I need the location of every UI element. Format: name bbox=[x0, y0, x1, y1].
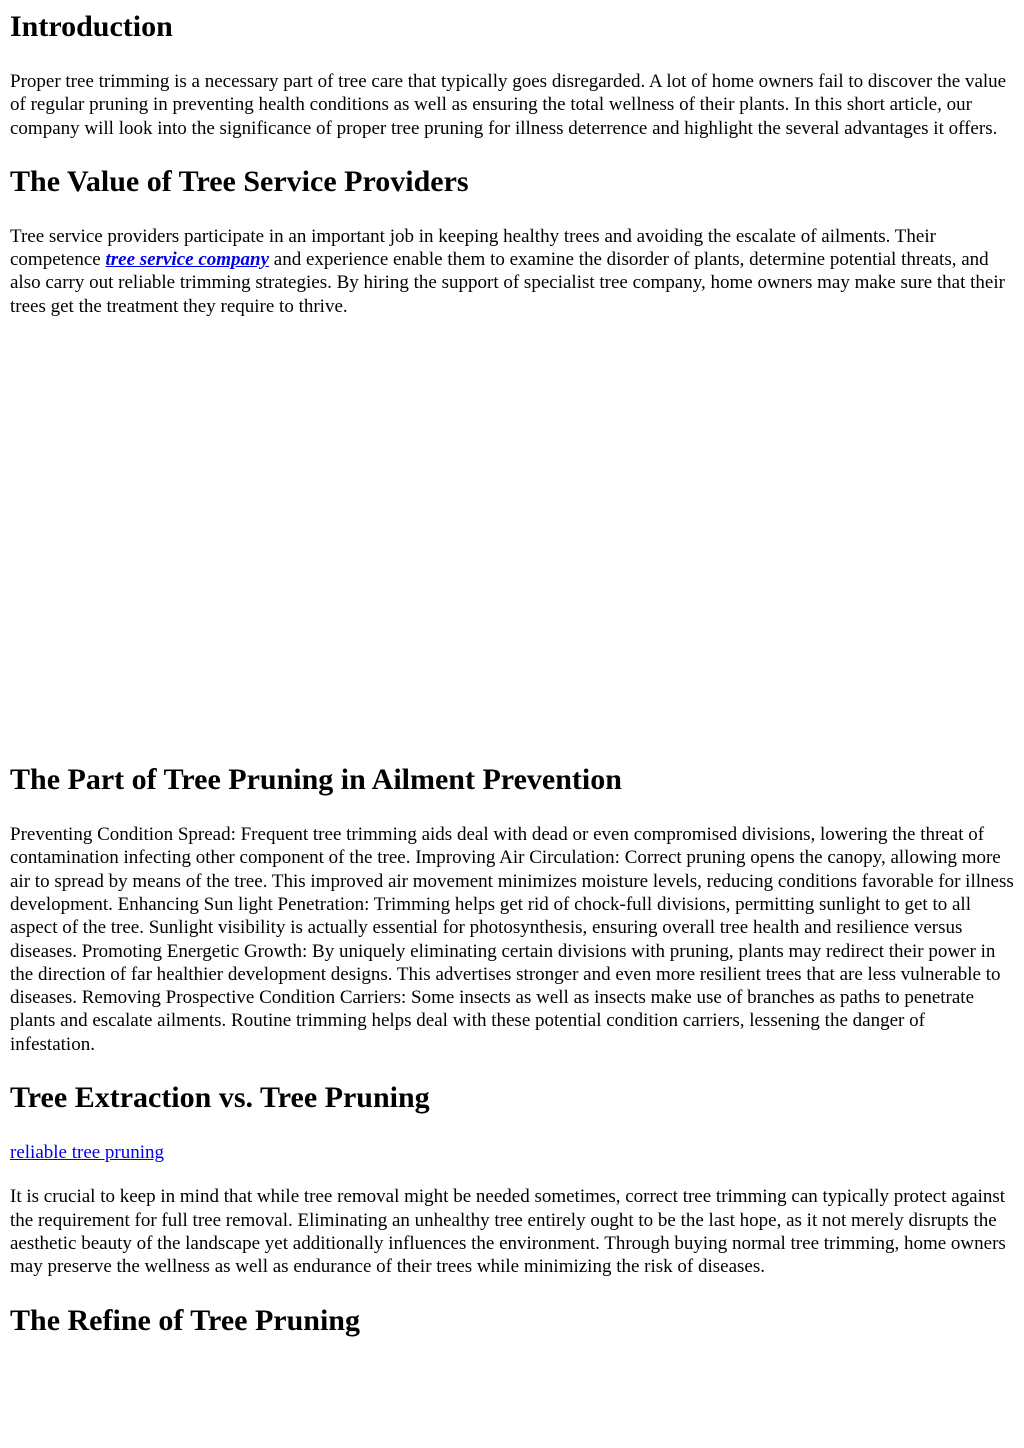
paragraph-text-before-link: Tree service providers participate in an important job in keeping healthy trees and avoiding the escalate of ailments. Their competence bbox=[10, 225, 936, 271]
tree-service-company-link[interactable]: tree service company bbox=[105, 249, 270, 271]
reliable-tree-pruning-link[interactable]: reliable tree pruning bbox=[10, 1142, 165, 1164]
heading-part-of-tree-pruning: The Part of Tree Pruning in Ailment Prevention bbox=[10, 763, 622, 797]
paragraph-tree-extraction: It is crucial to keep in mind that while tree removal might be needed sometimes, correct tree trimming can typically protect against the requirement for full tree removal. Eliminating an unhealthy tree entirely ought to be the last hope, as it not merely disrupts the aesthetic beauty of the landscape yet additionally influences the environment. Through buying normal tree trimming, home owners may preserve the wellness as well as endurance of their trees while minimizing the risk of diseases. bbox=[10, 1186, 1006, 1278]
paragraph-introduction: Proper tree trimming is a necessary part of tree care that typically goes disregarded. A lot of home owners fail to discover the value of regular pruning in preventing health conditions as well as ensuring the total wellness of their plants. In this short article, our company will look into the significance of proper tree pruning for illness deterrence and highlight the several advantages it offers. bbox=[10, 71, 1007, 139]
paragraph-pruning-link bbox=[10, 1141, 1014, 1164]
paragraph-part-of-tree-pruning: Preventing Condition Spread: Frequent tree trimming aids deal with dead or even compromised divisions, lowering the threat of contamination infecting other component of the tree. Improving Air Circulation: Correct pruning opens the canopy, allowing more air to spread by means of the tree. This improved air movement minimizes moisture levels, reducing conditions favorable for illness development. Enhancing Sun light Penetration: Trimming helps get rid of chock-full divisions, permitting sunlight to get to all aspect of the tree. Sunlight visibility is actually essential for photosynthesis, ensuring overall tree health and resilience versus diseases. Promoting Energetic Growth: By uniquely eliminating certain divisions with pruning, plants may redirect their power in the direction of far healthier development designs. This advertises stronger and even more resilient trees that are less vulnerable to diseases. Removing Prospective Condition Carriers: Some insects as well as insects make use of branches as paths to penetrate plants and escalate ailments. Routine trimming helps deal with these potential condition carriers, lessening the danger of infestation. bbox=[10, 824, 1014, 1055]
heading-introduction: Introduction bbox=[10, 10, 173, 43]
heading-tree-extraction-vs-pruning: Tree Extraction vs. Tree Pruning bbox=[10, 1081, 430, 1115]
paragraph-text-after-link: and experience enable them to examine the disorder of plants, determine potential threats, and also carry out reliable trimming strategies. By hiring the support of specialist tree company, home owners may make sure that their trees get the treatment they require to thrive. bbox=[10, 249, 1005, 317]
blank-media-area bbox=[10, 318, 1014, 763]
heading-value-of-tree-service: The Value of Tree Service Providers bbox=[10, 164, 469, 198]
paragraph-value-of-tree-service bbox=[10, 225, 1014, 318]
article bbox=[0, 10, 1024, 1338]
heading-refine-of-tree-pruning: The Refine of Tree Pruning bbox=[10, 1303, 360, 1337]
